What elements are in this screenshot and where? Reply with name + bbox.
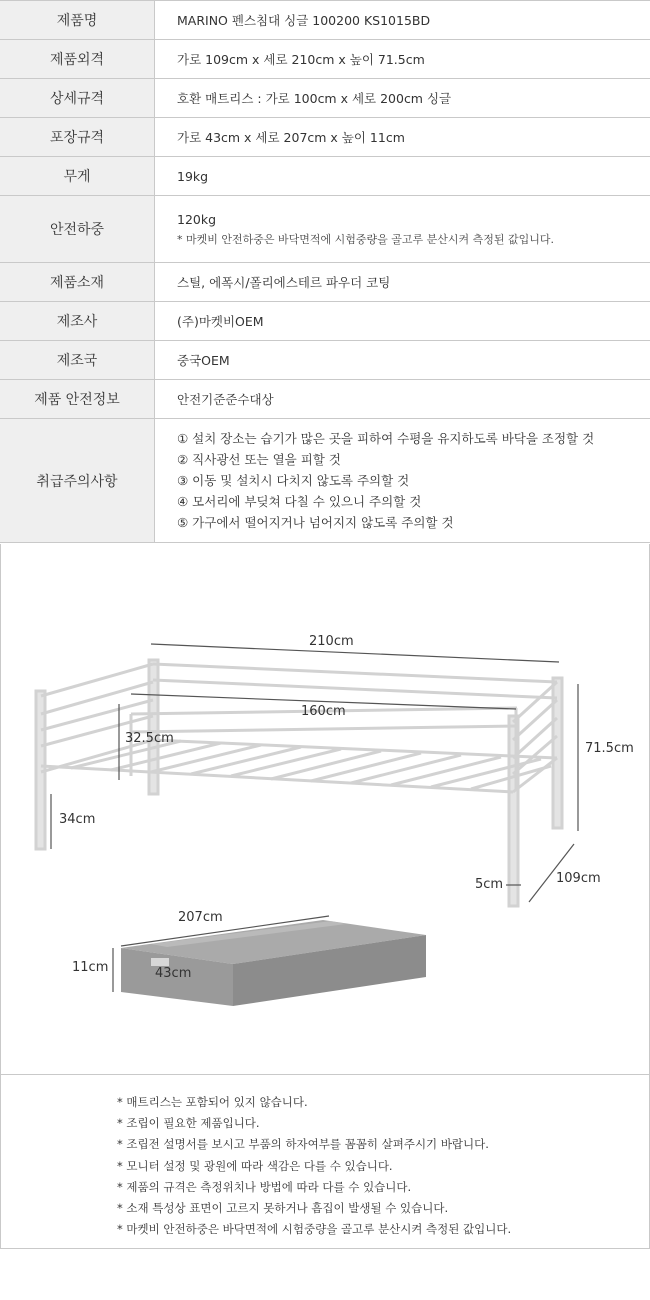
spec-value: 가로 43cm x 세로 207cm x 높이 11cm [177,129,405,145]
spec-note: * 마켓비 안전하중은 바닥면적에 시험중량을 골고루 분산시켜 측정된 값입니다. [177,232,554,246]
slat [151,745,261,772]
dim-label-total-height: 71.5cm [585,741,634,756]
note-item: * 제품의 규격은 측정위치나 방법에 따라 다를 수 있습니다. [117,1179,412,1194]
caution-item: ③ 이동 및 설치시 다치지 않도록 주의할 것 [177,473,410,488]
side-rail [513,718,557,758]
dim-label-side-height: 32.5cm [125,731,174,746]
note-item: * 조립이 필요한 제품입니다. [117,1116,260,1131]
spec-value: 호환 매트리스 : 가로 100cm x 세로 200cm 싱글 [177,90,452,106]
side-rail [41,664,153,696]
slat [191,747,301,774]
bed-drawing [1,544,649,1074]
side-rail [513,700,557,740]
note-item: * 모니터 설정 및 광원에 따라 색감은 다를 수 있습니다. [117,1158,393,1173]
note-item: * 마켓비 안전하중은 바닥면적에 시험중량을 골고루 분산시켜 측정된 값입니다. [117,1222,512,1237]
spec-row-country [0,341,650,380]
caution-item: ④ 모서리에 부딪쳐 다칠 수 있으니 주의할 것 [177,494,422,509]
spec-value: 안전기준준수대상 [177,391,274,407]
dim-label-box-width: 43cm [155,966,192,981]
spec-value: (주)마켓비OEM [177,313,264,329]
dim-label-box-length: 207cm [178,910,223,925]
spec-value: 중국OEM [177,352,230,368]
spec-label: 제품 안전정보 [0,380,155,418]
slat [391,757,501,785]
spec-label: 제조국 [0,341,155,379]
caution-item: ① 설치 장소는 습기가 많은 곳을 피하여 수평을 유지하도록 바닥을 조정할 것 [177,431,595,446]
spec-value: MARINO 펜스침대 싱글 100200 KS1015BD [177,12,431,28]
spec-label: 제품소재 [0,263,155,301]
spec-label: 안전하중 [0,196,155,262]
notes-box [0,1075,650,1249]
spec-row-weight [0,157,650,196]
spec-row-package-size [0,118,650,157]
note-item: * 소재 특성상 표면이 고르지 못하거나 흠집이 발생될 수 있습니다. [117,1201,449,1216]
spec-row-detail-size [0,79,650,118]
spec-row-safe-load [0,196,650,263]
spec-row-safety-info [0,380,650,419]
spec-value: 19kg [177,168,209,184]
package-box [121,920,426,1006]
spec-row-caution [0,419,650,543]
spec-row-product-name [0,0,650,40]
spec-label: 무게 [0,157,155,195]
spec-row-material [0,263,650,302]
caution-item: ② 직사광선 또는 열을 피할 것 [177,452,341,467]
dim-label-mattress-length: 160cm [301,704,346,719]
spec-label: 제품명 [0,1,155,39]
slat [311,753,421,781]
spec-label: 제품외격 [0,40,155,78]
dim-label-box-height: 11cm [72,960,109,975]
slat [351,755,461,783]
slat [231,749,341,776]
slat [271,751,381,779]
side-rail [41,682,153,714]
caution-item: ⑤ 가구에서 떨어지거나 넘어지지 않도록 주의할 것 [177,515,454,530]
note-item: * 매트리스는 포함되어 있지 않습니다. [117,1095,308,1109]
back-rail [153,680,557,698]
dimension-diagram [0,544,650,1075]
dim-label-leg-width: 5cm [475,877,504,892]
dim-label-leg-height: 34cm [59,812,96,827]
spec-label: 상세규격 [0,79,155,117]
spec-label: 제조사 [0,302,155,340]
spec-value: 가로 109cm x 세로 210cm x 높이 71.5cm [177,51,425,67]
dim-label-bed-length: 210cm [309,634,354,649]
spec-row-outer-size [0,40,650,79]
dim-label-bed-width: 109cm [556,871,601,886]
spec-value: 120kg [177,211,217,227]
spec-label: 포장규격 [0,118,155,156]
front-guard [131,726,517,732]
side-rail [513,682,557,722]
spec-label: 취급주의사항 [0,419,155,542]
spec-row-manufacturer [0,302,650,341]
spec-table [0,0,650,543]
note-item: * 조립전 설명서를 보시고 부품의 하자여부를 꼼꼼히 살펴주시기 바랍니다. [117,1137,489,1152]
back-rail [153,664,557,682]
spec-value: 스틸, 에폭시/폴리에스테르 파우더 코팅 [177,274,391,290]
dim-line-length [151,644,559,662]
